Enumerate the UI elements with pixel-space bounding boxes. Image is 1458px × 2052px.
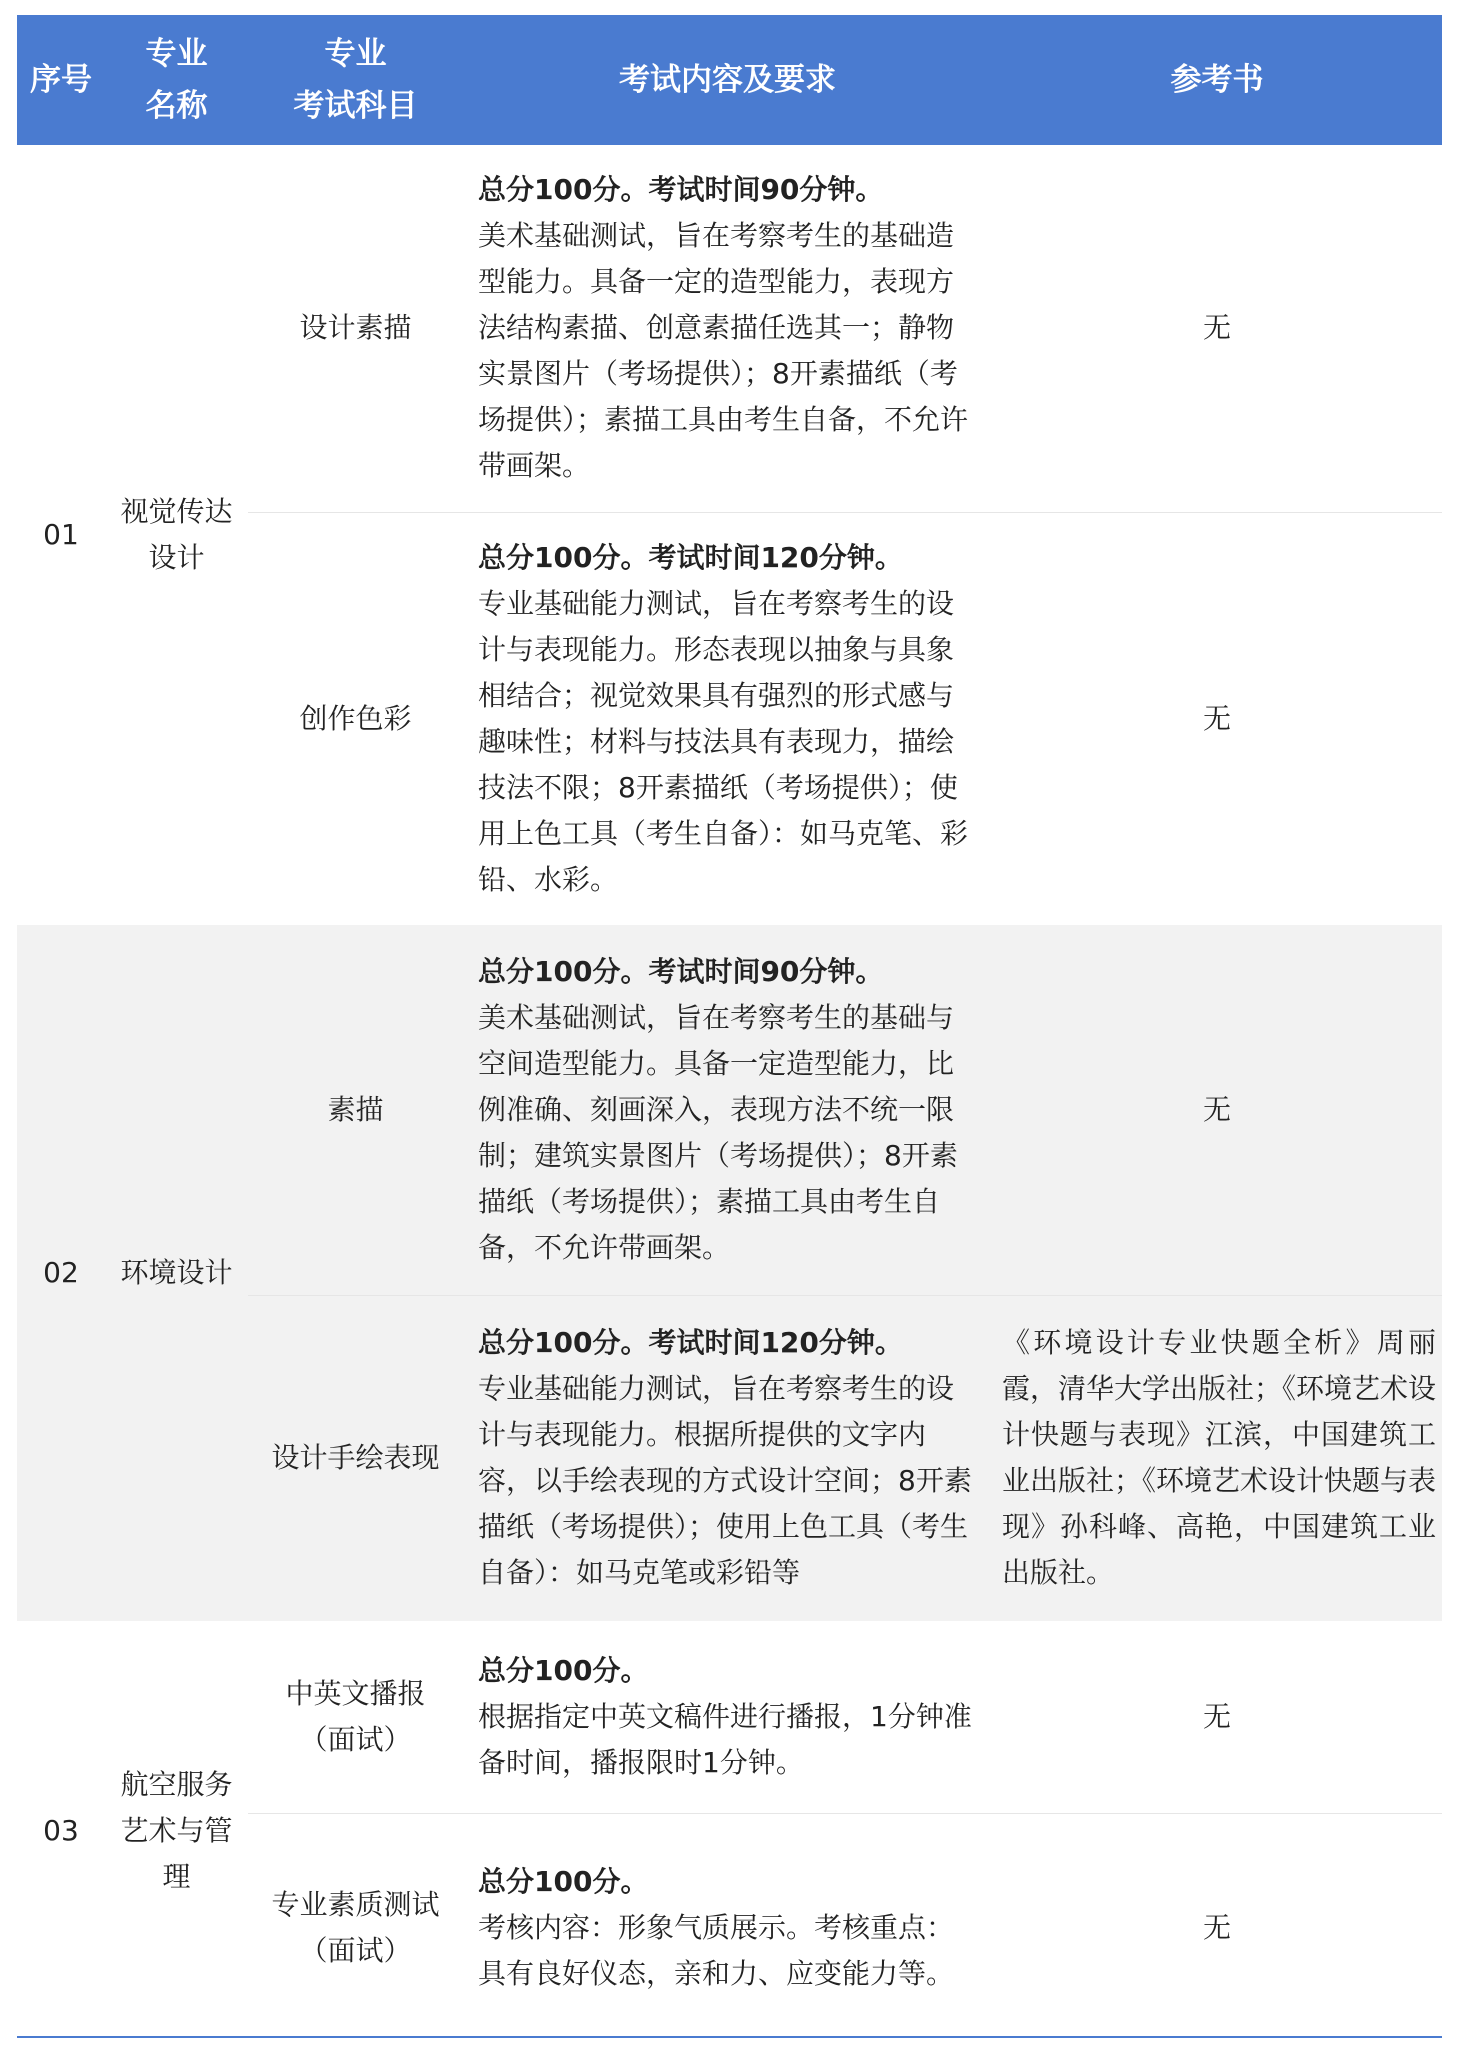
header-subject — [248, 15, 463, 145]
table-row — [17, 1621, 1442, 1814]
exam-score: 总分100分。考试时间120分钟。 — [478, 540, 903, 574]
row-number: 03 — [43, 1814, 79, 1847]
exam-score: 总分100分。 — [478, 1653, 649, 1687]
subject-name-line1: 中英文播报 — [285, 1676, 426, 1710]
exam-content — [463, 925, 992, 1296]
exam-score: 总分100分。考试时间90分钟。 — [478, 173, 884, 207]
subject-name: 设计素描 — [299, 311, 412, 345]
header-major — [105, 15, 248, 145]
table-bottom-border — [17, 2036, 1442, 2038]
exam-description: 专业基础能力测试，旨在考察考生的设计与表现能力。根据所提供的文字内容，以手绘表现的方式设计空间；8开素描纸（考场提供）；使用上色工具（考生自备）：如马克笔或彩铅等 — [478, 1372, 972, 1590]
header-subject-line2: 考试科目 — [293, 88, 418, 124]
exam-content — [463, 1296, 992, 1621]
exam-description: 美术基础测试，旨在考察考生的基础造型能力。具备一定的造型能力，表现方法结构素描、创意素描任选其一；静物实景图片（考场提供）；8开素描纸（考场提供）；素描工具由考生自备，不允许带画架。 — [478, 219, 969, 483]
exam-score: 总分100分。考试时间90分钟。 — [478, 954, 884, 988]
header-major-line1: 专业 — [145, 36, 208, 72]
subject-name — [248, 1814, 463, 2042]
row-number: 02 — [17, 925, 105, 1621]
exam-description: 专业基础能力测试，旨在考察考生的设计与表现能力。形态表现以抽象与具象相结合；视觉效果具有强烈的形式感与趣味性；材料与技法具有表现力，描绘技法不限；8开素描纸（考场提供）；使用上色工具（考生自备）：如马克笔、彩铅、水彩。 — [478, 586, 969, 896]
exam-content — [463, 1814, 992, 2042]
subject-name-line2: （面试） — [299, 1933, 412, 1967]
subject-name — [248, 1621, 463, 1814]
subject-name: 素描 — [248, 925, 463, 1296]
subject-name-line1: 专业素质测试 — [271, 1887, 440, 1921]
subject-name-line2: （面试） — [299, 1722, 412, 1756]
reference-book: 无 — [1202, 1699, 1231, 1733]
exam-description: 考核内容：形象气质展示。考核重点：具有良好仪态，亲和力、应变能力等。 — [478, 1910, 955, 1990]
major-name: 环境设计 — [105, 925, 248, 1621]
exam-content — [463, 1621, 992, 1814]
table-row — [17, 925, 1442, 1296]
row-number: 01 — [43, 517, 79, 551]
header-major-line2: 名称 — [145, 88, 208, 124]
subject-name: 创作色彩 — [248, 512, 463, 925]
admission-exam-table — [17, 15, 1442, 2042]
reference-book: 《环境设计专业快题全析》周丽霞，清华大学出版社；《环境艺术设计快题与表现》江滨，中国建筑工业出版社；《环境艺术设计快题与表现》孙科峰、高艳，中国建筑工业出版社。 — [992, 1296, 1442, 1621]
major-name — [105, 145, 248, 925]
major-name — [105, 1621, 248, 2042]
header-book: 参考书 — [992, 15, 1442, 145]
header-no: 序号 — [17, 15, 105, 145]
exam-description: 美术基础测试，旨在考察考生的基础与空间造型能力。具备一定造型能力，比例准确、刻画深入，表现方法不统一限制；建筑实景图片（考场提供）；8开素描纸（考场提供）；素描工具由考生自备，不允许带画架。 — [478, 1000, 958, 1264]
exam-score: 总分100分。 — [478, 1864, 649, 1898]
exam-content — [463, 512, 992, 925]
exam-description: 根据指定中英文稿件进行播报，1分钟准备时间，播报限时1分钟。 — [478, 1699, 972, 1779]
header-content: 考试内容及要求 — [463, 15, 992, 145]
major-name-text: 航空服务艺术与管理 — [120, 1768, 233, 1893]
reference-book: 无 — [992, 1814, 1442, 2042]
exam-content — [463, 145, 992, 512]
reference-book: 无 — [992, 925, 1442, 1296]
table-row — [17, 145, 1442, 512]
reference-book: 无 — [1202, 311, 1231, 345]
exam-score: 总分100分。考试时间120分钟。 — [478, 1326, 903, 1360]
major-name-text: 视觉传达设计 — [120, 494, 233, 574]
header-subject-line1: 专业 — [324, 36, 387, 72]
reference-book: 无 — [992, 512, 1442, 925]
table-header-row — [17, 15, 1442, 145]
subject-name: 设计手绘表现 — [248, 1296, 463, 1621]
